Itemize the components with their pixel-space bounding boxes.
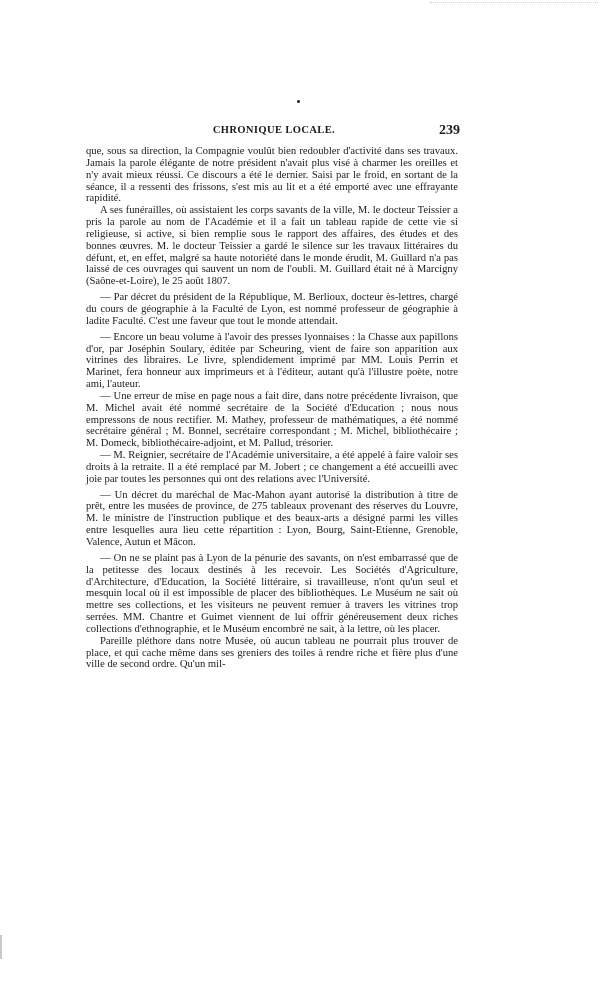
page-number: 239 <box>439 123 460 138</box>
paragraph-berlioux-decree: — Par décret du président de la République, M. Berlioux, docteur ès-lettres, chargé du cours de géographie à la Faculté de Lyon, est nommé professeur de géographie à ladite Faculté. C'est une faveur que tout le monde attendait. <box>86 292 458 327</box>
paragraph-soulary-volume: — Encore un beau volume à l'avoir des presses lyonnaises : la Chasse aux papillons d'or, par Joséphin Soulary, éditée par Scheuring, vient de faire son apparition aux vitrines des libraires. Le livre, splendidement imprimé par MM. Louis Perrin et Marinet, fera honneur aux imprimeurs et à l'éditeur, autant qu'à l'illustre poète, notre ami, l'auteur. <box>86 331 458 391</box>
page-edge-decoration <box>430 2 598 4</box>
paragraph-louvre-paintings: — Un décret du maréchal de Mac-Mahon ayant autorisé la distribution à titre de prêt, entre les musées de province, de 275 tableaux provenant des réserves du Louvre, M. le ministre de l'instruction publique et des beaux-arts a désigné parmi les villes entre lesquelles aura lieu cette répartition : Lyon, Bourg, Saint-Etienne, Grenoble, Valence, Autun et Mâcon. <box>86 489 458 548</box>
running-head: CHRONIQUE LOCALE. <box>212 125 336 136</box>
page-body <box>86 146 458 671</box>
paragraph-guillard-speech: que, sous sa direction, la Compagnie voulût bien redoubler d'activité dans ses travaux. Jamais la parole élégante de notre président n'avait plus visé à charmer les oreilles et n'y avait mieux réussi. Ce discours a été le dernier. Saisi par le froid, en sortant de la séance, il a ressenti des frissons, s'est mis au lit et a été emporté avec une effrayante rapidité. <box>86 146 458 205</box>
page-header <box>88 123 460 141</box>
paragraph-musee-plethora: Pareille pléthore dans notre Musée, où aucun tableau ne pourrait plus trouver de place, et qui cache même dans ses greniers des toiles à rendre riche et fière plus d'une ville de second ordre. Qu'un mil- <box>86 635 458 671</box>
scan-edge-mark <box>0 935 2 959</box>
ink-dot <box>297 100 300 103</box>
paragraph-funerals: A ses funérailles, où assistaient les corps savants de la ville, M. le docteur Teissier a pris la parole au nom de l'Académie et il a fait un tableau rapide de cette vie si religieuse, si active, si bien remplie sous le rapport des affaires, des études et des bonnes œuvres. M. le docteur Teissier a gardé le silence sur les travaux littéraires du défunt, et, en effet, malgré sa haute notoriété dans le monde érudit, M. Guillard n'a pas laissé de ces ouvrages qui sauvent un nom de l'oubli. M. Guillard était né à Marcigny (Saône-et-Loire), le 25 août 1807. <box>86 205 458 288</box>
paragraph-erratum-societe-education: — Une erreur de mise en page nous a fait dire, dans notre précédente livraison, que M. Michel avait été nommé secrétaire de la Société d'Education ; nous nous empressons de nous rectifier. M. Mathey, professeur de mathématiques, a été nommé secrétaire général ; M. Bonnel, secrétaire correspondant ; M. Michel, bibliothécaire ; M. Domeck, bibliothécaire-adjoint, et M. Pallud, trésorier. <box>86 390 458 450</box>
paragraph-reignier-retirement: — M. Reignier, secrétaire de l'Académie universitaire, a été appelé à faire valoir ses droits à la retraite. Il a été remplacé par M. Jobert ; ce changement a été accueilli avec joie par toutes les personnes qui ont des relations avec l'Université. <box>86 450 458 485</box>
paragraph-lyon-savants: — On ne se plaint pas à Lyon de la pénurie des savants, on n'est embarrassé que de la petitesse des locaux destinés à les recevoir. Les Sociétés d'Agriculture, d'Architecture, d'Education, la Société littéraire, si travailleuse, n'ont qu'un seul et mesquin local où il est impossible de placer des bibliothèques. Le Muséum ne sait où mettre ses collections, et les visiteurs ne peuvent remuer à travers les vitrines trop serrées. MM. Chantre et Guimet viennent de lui offrir généreusement deux riches collections d'ethnographie, et le Muséum encombré ne sait, à la lettre, où les placer. <box>86 552 458 635</box>
